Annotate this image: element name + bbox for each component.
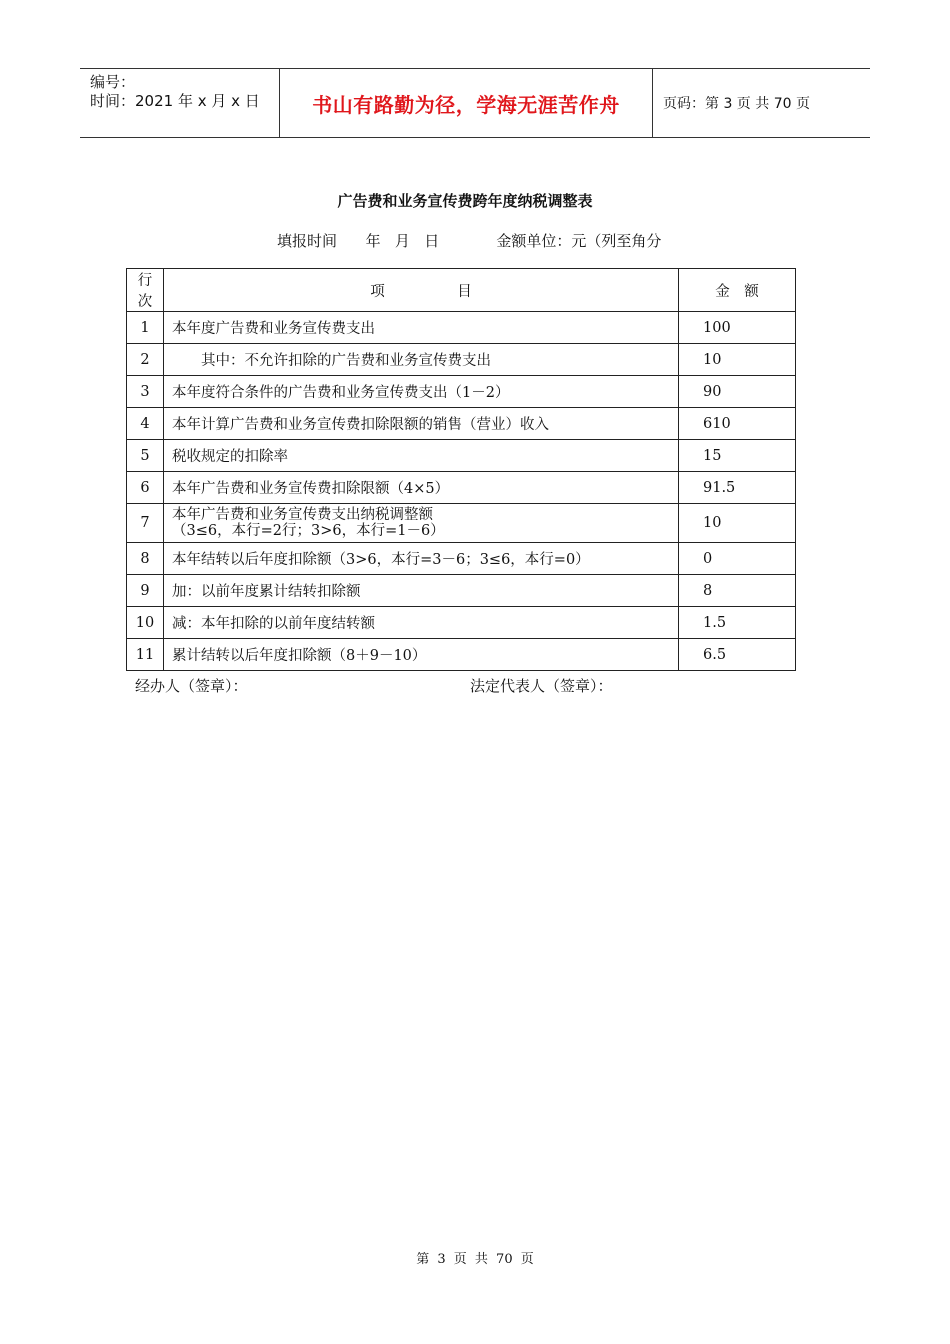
row-amount: 10 <box>679 504 796 543</box>
row-item: 加：以前年度累计结转扣除额 <box>164 575 679 607</box>
row-item: 累计结转以后年度扣除额（8＋9－10） <box>164 639 679 671</box>
page-header <box>80 68 870 138</box>
row-number: 1 <box>127 312 164 344</box>
row-number: 8 <box>127 543 164 575</box>
row-amount: 91.5 <box>679 472 796 504</box>
row-item: 其中：不允许扣除的广告费和业务宣传费支出 <box>164 344 679 376</box>
header-item: 项 目 <box>164 269 679 312</box>
row-number: 9 <box>127 575 164 607</box>
row-amount: 90 <box>679 376 796 408</box>
row-item: 本年结转以后年度扣除额（3>6，本行=3－6；3≤6，本行=0） <box>164 543 679 575</box>
row-item: 税收规定的扣除率 <box>164 440 679 472</box>
row-number: 5 <box>127 440 164 472</box>
table-row <box>127 639 796 671</box>
row-number: 4 <box>127 408 164 440</box>
row-number: 11 <box>127 639 164 671</box>
table-row <box>127 472 796 504</box>
row-item-condition: （3≤6，本行=2行；3>6，本行=1－6） <box>172 523 445 539</box>
table-row <box>127 312 796 344</box>
row-number: 10 <box>127 607 164 639</box>
row-number: 6 <box>127 472 164 504</box>
header-page-info: 页码：第 3 页 共 70 页 <box>663 96 810 112</box>
table-row <box>127 575 796 607</box>
row-amount: 10 <box>679 344 796 376</box>
table-row <box>127 543 796 575</box>
legal-representative-signature-label: 法定代表人（签章）： <box>470 677 613 695</box>
row-amount: 6.5 <box>679 639 796 671</box>
adjustment-table <box>126 268 796 671</box>
table-row <box>127 344 796 376</box>
row-item: 本年计算广告费和业务宣传费扣除限额的销售（营业）收入 <box>164 408 679 440</box>
header-meta <box>80 69 280 137</box>
document-date: 时间：2021 年 x 月 x 日 <box>90 92 260 110</box>
handler-signature-label: 经办人（签章）： <box>135 677 248 695</box>
row-item: 本年度符合条件的广告费和业务宣传费支出（1－2） <box>164 376 679 408</box>
row-item-main: 本年广告费和业务宣传费支出纳税调整额 <box>172 507 433 523</box>
table-header-row <box>127 269 796 312</box>
document-number-label: 编号： <box>90 73 136 91</box>
row-amount: 610 <box>679 408 796 440</box>
row-number: 2 <box>127 344 164 376</box>
table-row <box>127 376 796 408</box>
table-row <box>127 607 796 639</box>
row-item: 减：本年扣除的以前年度结转额 <box>164 607 679 639</box>
row-number: 7 <box>127 504 164 543</box>
table-row <box>127 504 796 543</box>
row-item: 本年广告费和业务宣传费扣除限额（4×5） <box>164 472 679 504</box>
table-row <box>127 408 796 440</box>
page-footer: 第 3 页 共 70 页 <box>416 1252 534 1267</box>
header-row-number: 行次 <box>127 269 164 312</box>
row-item <box>164 504 679 543</box>
header-amount: 金 额 <box>679 269 796 312</box>
row-amount: 8 <box>679 575 796 607</box>
row-amount: 1.5 <box>679 607 796 639</box>
row-number: 3 <box>127 376 164 408</box>
document-title: 广告费和业务宣传费跨年度纳税调整表 <box>337 192 593 210</box>
row-amount: 100 <box>679 312 796 344</box>
header-motto: 书山有路勤为径，学海无涯苦作舟 <box>280 69 653 137</box>
table-row <box>127 440 796 472</box>
fill-info-line: 填报时间 年 月 日 金额单位：元（列至角分 <box>277 232 662 250</box>
row-amount: 15 <box>679 440 796 472</box>
row-amount: 0 <box>679 543 796 575</box>
row-item: 本年度广告费和业务宣传费支出 <box>164 312 679 344</box>
